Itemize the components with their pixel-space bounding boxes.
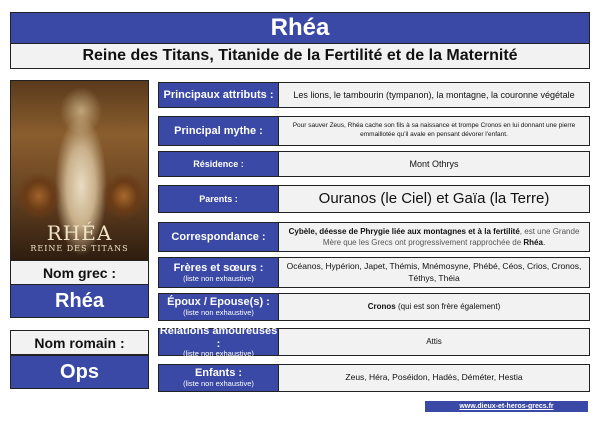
row-label: Relations amoureuses : (liste non exhaustive) (159, 325, 278, 359)
row-label: Résidence : (159, 152, 279, 176)
row-label: Parents : (159, 186, 279, 212)
greek-name-value: Rhéa (10, 284, 149, 318)
portrait-image (10, 80, 149, 261)
portrait-caption-subtitle: REINE DES TITANS (30, 244, 129, 253)
row-parents (158, 185, 590, 213)
portrait-caption-title: RHÉA (46, 221, 113, 245)
row-value: Cronos (qui est son frère également) (279, 294, 589, 320)
row-value: Zeus, Héra, Poséidon, Hadès, Déméter, Hestia (279, 365, 589, 391)
greek-name-label: Nom grec : (10, 260, 149, 285)
row-label: Principaux attributs : (159, 83, 279, 107)
row-myth (158, 116, 590, 146)
roman-name-value: Ops (10, 355, 149, 389)
row-value: Les lions, le tambourin (tympanon), la montagne, la couronne végétale (279, 83, 589, 107)
row-value: Océanos, Hypérion, Japet, Thémis, Mnémosyne, Phébé, Céos, Crios, Cronos, Téthys, Théia (279, 258, 589, 287)
website-link[interactable]: www.dieux-et-heros-grecs.fr (425, 401, 588, 412)
roman-name-label: Nom romain : (10, 330, 149, 355)
row-label: Enfants : (liste non exhaustive) (159, 365, 279, 391)
page-title: Rhéa (10, 12, 590, 44)
row-children (158, 364, 590, 392)
row-label: Époux / Epouse(s) : (liste non exhaustive) (159, 294, 279, 320)
row-value: Ouranos (le Ciel) et Gaïa (la Terre) (279, 186, 589, 212)
row-label: Frères et sœurs : (liste non exhaustive) (159, 258, 279, 287)
row-attributes (158, 82, 590, 108)
row-residence (158, 151, 590, 177)
row-value: Mont Othrys (279, 152, 589, 176)
row-siblings (158, 257, 590, 288)
row-value: Attis (279, 329, 589, 355)
row-label: Correspondance : (159, 223, 279, 251)
page-subtitle: Reine des Titans, Titanide de la Fertilité et de la Maternité (10, 43, 590, 69)
row-love-relations (158, 325, 590, 359)
row-value: Pour sauver Zeus, Rhéa cache son fils à sa naissance et trompe Cronos en lui donnant une pierre emmaillotée qu'il avale en pensant dévorer l'enfant. (279, 117, 589, 145)
row-spouse (158, 293, 590, 321)
row-value: Cybèle, déesse de Phrygie liée aux montagnes et à la fertilité, est une Grande Mère que les Grecs ont progressivement rapprochée de Rhéa. (279, 223, 589, 251)
row-correspondence (158, 222, 590, 252)
row-label: Principal mythe : (159, 117, 279, 145)
